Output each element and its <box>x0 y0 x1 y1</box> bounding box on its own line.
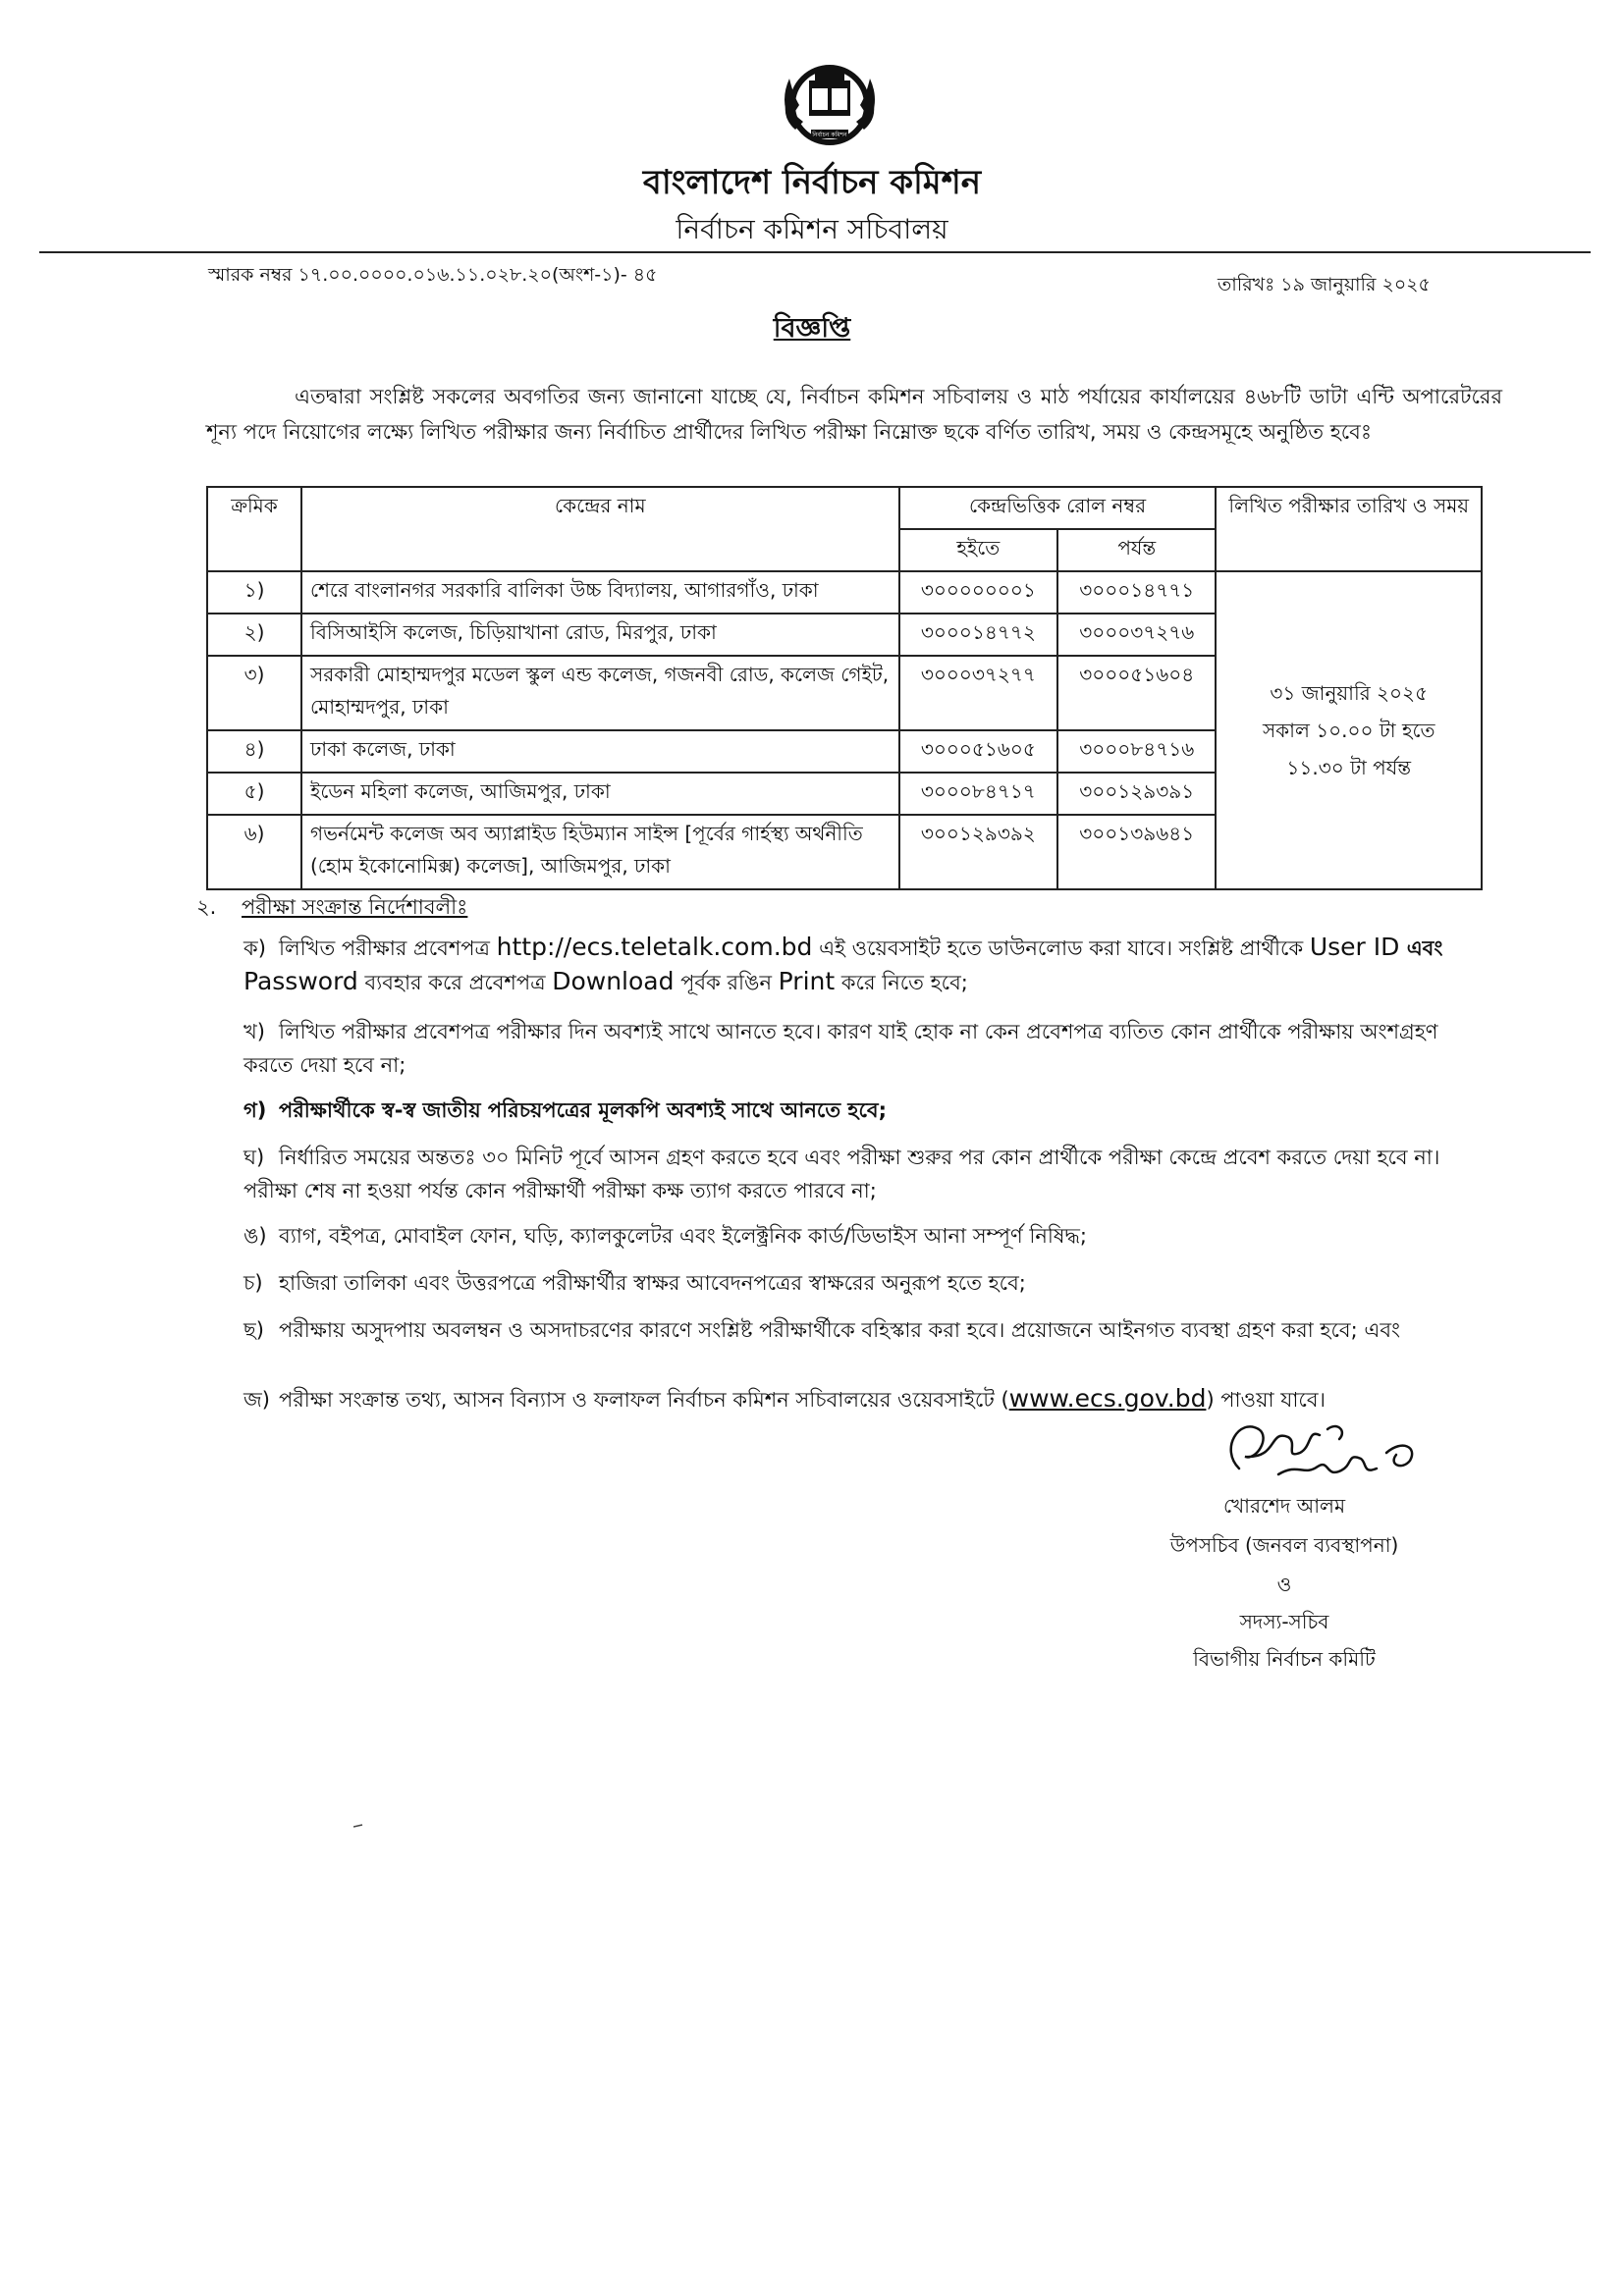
row-roll-to: ৩০০০৩৭২৭৬ <box>1057 614 1216 656</box>
secretariat-subtitle: নির্বাচন কমিশন সচিবালয় <box>676 213 948 245</box>
instruction-label: ছ) <box>244 1318 264 1342</box>
instruction-label: গ) <box>244 1098 267 1122</box>
instruction-text: পরীক্ষা সংক্রান্ত তথ্য, আসন বিন্যাস ও ফলাফল নির্বাচন কমিশন সচিবালয়ের ওয়েবসাইটে ( <box>279 1388 1009 1412</box>
instruction-item <box>244 1266 1490 1300</box>
instruction-text: পূর্বক রঙিন <box>674 971 779 994</box>
instruction-text: লিখিত পরীক্ষার প্রবেশপত্র পরীক্ষার দিন অবশ্যই সাথে আনতে হবে। কারণ যাই হোক না কেন প্রবেশপত্র ব্যতিত কোন প্রার্থীকে পরীক্ষায় অংশগ্রহণ করতে দেয়া হবে না; <box>244 1020 1438 1077</box>
signatory-role: সদস্য-সচিব <box>1239 1610 1329 1633</box>
row-serial: ২) <box>207 614 301 656</box>
instruction-label: চ) <box>244 1271 263 1295</box>
signatory-name: খোরশেদ আলম <box>1222 1494 1346 1518</box>
row-serial: ১) <box>207 571 301 614</box>
header-roll-range: কেন্দ্রভিত্তিক রোল নম্বর <box>899 487 1217 529</box>
exam-time-end: ১১.৩০ টা পর্যন্ত <box>1286 756 1412 779</box>
handwritten-signature <box>1210 1410 1435 1488</box>
print-term: Print <box>778 967 836 995</box>
exam-time-start: সকাল ১০.০০ টা হতে <box>1262 719 1435 742</box>
user-id-term: User ID <box>1309 933 1400 961</box>
download-term: Download <box>552 967 675 995</box>
row-roll-to: ৩০০০১৪৭৭১ <box>1057 571 1216 614</box>
teletalk-url[interactable]: http://ecs.teletalk.com.bd <box>496 933 813 961</box>
instruction-text: এই ওয়েবসাইট হতে ডাউনলোড করা যাবে। সংশ্লিষ্ট প্রার্থীকে <box>812 936 1310 960</box>
signatory-conjunction: ও <box>1276 1573 1292 1596</box>
row-roll-from: ৩০০০১৪৭৭২ <box>899 614 1057 656</box>
table-row <box>207 571 1482 614</box>
instruction-item <box>244 931 1490 999</box>
scan-speck <box>353 1824 363 1828</box>
election-commission-seal <box>776 51 884 159</box>
row-roll-from: ৩০০০০০০০১ <box>899 571 1057 614</box>
row-roll-from: ৩০০১২৯৩৯২ <box>899 815 1057 889</box>
exam-date-day: ৩১ জানুয়ারি ২০২৫ <box>1270 681 1429 705</box>
instruction-text: করে নিতে হবে; <box>835 971 968 994</box>
row-center-name: বিসিআইসি কলেজ, চিড়িয়াখানা রোড, মিরপুর, ঢাকা <box>301 614 899 656</box>
instruction-text: ) পাওয়া যাবে। <box>1206 1388 1326 1412</box>
instruction-text: নির্ধারিত সময়ের অন্ততঃ ৩০ মিনিট পূর্বে আসন গ্রহণ করতে হবে এবং পরীক্ষা শুরুর পর কোন প্রার্থীকে পরীক্ষা কেন্দ্রে প্রবেশ করতে দেয়া হবে না। পরীক্ষা শেষ না হওয়া পর্যন্ত কোন পরীক্ষার্থী পরীক্ষা কক্ষ ত্যাগ করতে পারবে না; <box>244 1146 1440 1202</box>
instruction-text: লিখিত পরীক্ষার প্রবেশপত্র <box>279 936 497 960</box>
instruction-text: ব্যাগ, বইপত্র, মোবাইল ফোন, ঘড়ি, ক্যালকুলেটর এবং ইলেক্ট্রনিক কার্ড/ডিভাইস আনা সম্পূর্ণ নিষিদ্ধ; <box>279 1224 1087 1248</box>
exam-date-cell <box>1216 571 1482 889</box>
instruction-item <box>244 1015 1490 1082</box>
instructions-heading: পরীক্ষা সংক্রান্ত নির্দেশাবলীঃ <box>242 895 468 919</box>
instruction-text: পরীক্ষার্থীকে স্ব-স্ব জাতীয় পরিচয়পত্রের মূলকপি অবশ্যই সাথে আনতে হবে; <box>279 1098 887 1122</box>
header-serial: ক্রমিক <box>207 487 301 571</box>
instructions-number: ২. <box>196 895 217 919</box>
exam-centers-table <box>206 486 1483 890</box>
table-header-row <box>207 487 1482 529</box>
row-roll-from: ৩০০০৮৪৭১৭ <box>899 773 1057 815</box>
row-serial: ৫) <box>207 773 301 815</box>
instruction-text: হাজিরা তালিকা এবং উত্তরপত্রে পরীক্ষার্থীর স্বাক্ষর আবেদনপত্রের স্বাক্ষরের অনুরূপ হতে হবে; <box>279 1271 1026 1295</box>
instruction-text: পরীক্ষায় অসুদপায় অবলম্বন ও অসদাচরণের কারণে সংশ্লিষ্ট পরীক্ষার্থীকে বহিস্কার করা হবে। প্রয়োজনে আইনগত ব্যবস্থা গ্রহণ করা হবে; এবং <box>279 1318 1401 1342</box>
header-to: পর্যন্ত <box>1057 529 1216 571</box>
and-term: এবং <box>1399 936 1443 960</box>
row-center-name: গভর্নমেন্ট কলেজ অব অ্যাপ্লাইড হিউম্যান সাইন্স [পূর্বের গার্হস্থ্য অর্থনীতি (হোম ইকোনোমিক্স) কলেজ], আজিমপুর, ঢাকা <box>301 815 899 889</box>
instruction-item <box>244 1313 1490 1347</box>
notice-date: তারিখঃ ১৯ জানুয়ারি ২০২৫ <box>1218 274 1431 295</box>
instruction-label: ঘ) <box>244 1146 265 1169</box>
intro-text: এতদ্বারা সংশ্লিষ্ট সকলের অবগতির জন্য জানানো যাচ্ছে যে, নির্বাচন কমিশন সচিবালয় ও মাঠ পর্যায়ের কার্যালয়ের ৪৬৮টি ডাটা এন্টি অপারেটরের শূন্য পদে নিয়োগের লক্ষ্যে লিখিত পরীক্ষার জন্য নির্বাচিত প্রার্থীদের লিখিত পরীক্ষা নিম্নোক্ত ছকে বর্ণিত তারিখ, সময় ও কেন্দ্রসমূহে অনুষ্ঠিত হবেঃ <box>206 385 1502 444</box>
instruction-item <box>244 1094 1490 1127</box>
row-roll-to: ৩০০০৫১৬০৪ <box>1057 656 1216 730</box>
row-center-name: শেরে বাংলানগর সরকারি বালিকা উচ্চ বিদ্যালয়, আগারগাঁও, ঢাকা <box>301 571 899 614</box>
instruction-label: ক) <box>244 936 266 960</box>
header-exam-date: লিখিত পরীক্ষার তারিখ ও সময় <box>1216 487 1482 571</box>
header-center-name: কেন্দ্রের নাম <box>301 487 899 571</box>
instruction-label: ঙ) <box>244 1224 267 1248</box>
row-serial: ৩) <box>207 656 301 730</box>
row-roll-to: ৩০০১২৯৩৯১ <box>1057 773 1216 815</box>
signatory-designation: উপসচিব (জনবল ব্যবস্থাপনা) <box>1169 1533 1399 1557</box>
row-roll-from: ৩০০০৩৭২৭৭ <box>899 656 1057 730</box>
intro-paragraph <box>206 379 1502 450</box>
signatory-committee: বিভাগীয় নির্বাচন কমিটি <box>1193 1647 1376 1671</box>
header-divider <box>39 251 1591 253</box>
notice-heading: বিজ্ঞপ্তি <box>773 313 851 344</box>
row-roll-from: ৩০০০৫১৬০৫ <box>899 730 1057 773</box>
instruction-item <box>244 1141 1490 1207</box>
organization-title: বাংলাদেশ নির্বাচন কমিশন <box>642 163 982 202</box>
row-serial: ৪) <box>207 730 301 773</box>
row-serial: ৬) <box>207 815 301 889</box>
row-center-name: ইডেন মহিলা কলেজ, আজিমপুর, ঢাকা <box>301 773 899 815</box>
instruction-label: জ) <box>244 1388 270 1412</box>
ecs-website-link[interactable]: www.ecs.gov.bd <box>1008 1384 1207 1413</box>
row-center-name: ঢাকা কলেজ, ঢাকা <box>301 730 899 773</box>
instruction-text: ব্যবহার করে প্রবেশপত্র <box>357 971 553 994</box>
row-center-name: সরকারী মোহাম্মদপুর মডেল স্কুল এন্ড কলেজ, গজনবী রোড, কলেজ গেইট, মোহাম্মদপুর, ঢাকা <box>301 656 899 730</box>
row-roll-to: ৩০০০৮৪৭১৬ <box>1057 730 1216 773</box>
instruction-label: খ) <box>244 1020 265 1043</box>
svg-text:নির্বাচন কমিশন: নির্বাচন কমিশন <box>812 132 847 138</box>
instruction-item <box>244 1219 1490 1253</box>
memo-number: স্মারক নম্বর ১৭.০০.০০০০.০১৬.১১.০২৮.২০(অংশ-১)- ৪৫ <box>208 264 658 286</box>
row-roll-to: ৩০০১৩৯৬৪১ <box>1057 815 1216 889</box>
password-term: Password <box>244 967 358 995</box>
header-from: হইতে <box>899 529 1057 571</box>
